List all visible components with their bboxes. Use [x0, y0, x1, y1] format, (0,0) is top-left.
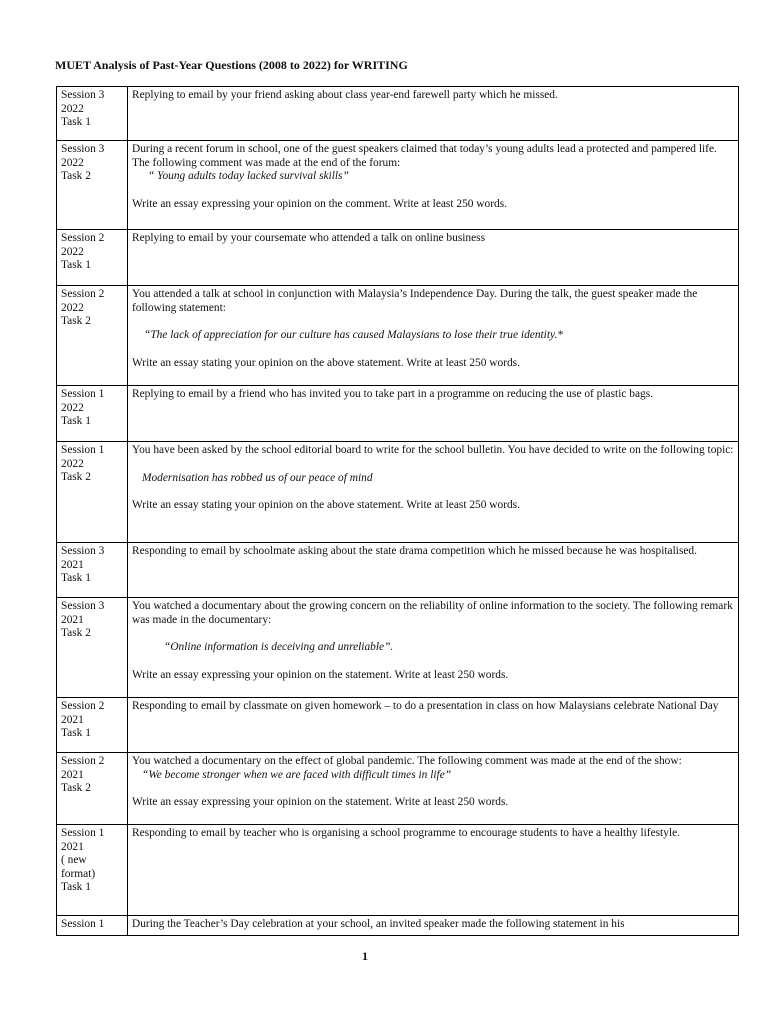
- session-line: Session 1: [61, 444, 105, 456]
- page-title: MUET Analysis of Past-Year Questions (2008 to 2022) for WRITING: [55, 58, 408, 72]
- table-row: [57, 141, 739, 230]
- session-line: Session 1: [61, 388, 105, 400]
- session-line: Session 3: [61, 89, 105, 101]
- spacer: [132, 485, 734, 499]
- table-row: [57, 386, 739, 442]
- session-line: format): [61, 867, 96, 880]
- table-row: [57, 916, 739, 936]
- session-line: 2022: [61, 245, 84, 258]
- session-cell: [57, 141, 128, 230]
- question-cell: [128, 286, 739, 386]
- question-cell: [128, 753, 739, 825]
- session-line: 2021: [61, 558, 84, 571]
- session-line: 2021: [61, 768, 84, 781]
- session-line: 2021: [61, 713, 84, 726]
- session-line: Task 1: [61, 415, 91, 427]
- table-row: [57, 753, 739, 825]
- question-text: Write an essay expressing your opinion on the comment. Write at least 250 words.: [132, 197, 507, 210]
- session-line: 2022: [61, 301, 84, 314]
- session-cell: [57, 916, 128, 936]
- session-line: 2022: [61, 102, 84, 115]
- table-row: [57, 230, 739, 286]
- spacer: [132, 655, 734, 669]
- question-text: During a recent forum in school, one of the guest speakers claimed that today’s young adults lead a protected and pampered life. The following comment was made at the end of the forum:: [132, 143, 717, 169]
- session-line: Session 2: [61, 232, 105, 244]
- session-cell: [57, 753, 128, 825]
- questions-table: [56, 86, 739, 936]
- question-cell: [128, 543, 739, 598]
- session-cell: [57, 598, 128, 698]
- quoted-statement: “ Young adults today lacked survival skills”: [148, 170, 349, 182]
- session-line: Session 3: [61, 143, 105, 155]
- question-cell: [128, 386, 739, 442]
- table-row: [57, 87, 739, 141]
- spacer: [132, 458, 734, 472]
- question-cell: [128, 230, 739, 286]
- session-line: Session 1: [61, 918, 105, 930]
- question-cell: [128, 698, 739, 753]
- spacer: [132, 184, 734, 198]
- table-row: [57, 598, 739, 698]
- question-text: During the Teacher’s Day celebration at your school, an invited speaker made the following statement in his: [132, 918, 625, 930]
- question-text: You watched a documentary about the growing concern on the reliability of online information to the society. The following remark was made in the documentary:: [132, 600, 733, 626]
- question-text: Write an essay expressing your opinion on the statement. Write at least 250 words.: [132, 668, 509, 681]
- session-cell: [57, 698, 128, 753]
- session-line: 2021: [61, 840, 84, 853]
- table-row: [57, 825, 739, 916]
- session-line: 2022: [61, 156, 84, 169]
- question-text: Responding to email by schoolmate asking about the state drama competition which he missed because he was hospitalised.: [132, 545, 697, 557]
- session-line: 2022: [61, 401, 84, 414]
- session-cell: [57, 442, 128, 543]
- page-number: 1: [362, 949, 368, 963]
- table-row: [57, 442, 739, 543]
- session-line: Session 3: [61, 545, 105, 557]
- session-line: 2022: [61, 457, 84, 470]
- question-text: You have been asked by the school editorial board to write for the school bulletin. You have decided to write on the following topic:: [132, 444, 734, 456]
- table-row: [57, 543, 739, 598]
- quoted-statement: “Online information is deceiving and unreliable”.: [164, 641, 394, 653]
- spacer: [132, 315, 734, 329]
- question-text: Replying to email by a friend who has invited you to take part in a programme on reducing the use of plastic bags.: [132, 388, 653, 400]
- session-cell: [57, 230, 128, 286]
- session-cell: [57, 286, 128, 386]
- session-cell: [57, 87, 128, 141]
- question-cell: [128, 87, 739, 141]
- question-text: Write an essay stating your opinion on the above statement. Write at least 250 words.: [132, 356, 520, 369]
- session-line: 2021: [61, 613, 84, 626]
- question-text: Responding to email by teacher who is organising a school programme to encourage students to have a healthy lifestyle.: [132, 827, 680, 839]
- session-line: Task 1: [61, 572, 91, 584]
- session-line: Task 2: [61, 170, 91, 182]
- question-text: Responding to email by classmate on given homework – to do a presentation in class on how Malaysians celebrate National Day: [132, 700, 719, 712]
- question-cell: [128, 598, 739, 698]
- session-line: Task 2: [61, 782, 91, 794]
- session-line: Session 2: [61, 288, 105, 300]
- session-line: Session 3: [61, 600, 105, 612]
- quoted-statement: “We become stronger when we are faced with difficult times in life”: [142, 768, 452, 781]
- question-text: Write an essay stating your opinion on the above statement. Write at least 250 words.: [132, 499, 520, 511]
- session-cell: [57, 825, 128, 916]
- session-cell: [57, 386, 128, 442]
- session-line: Session 1: [61, 827, 105, 839]
- question-cell: [128, 442, 739, 543]
- question-text: You watched a documentary on the effect of global pandemic. The following comment was made at the end of the show:: [132, 755, 682, 767]
- question-cell: [128, 916, 739, 936]
- spacer: [132, 627, 734, 641]
- session-line: Task 2: [61, 315, 91, 327]
- session-line: Session 2: [61, 755, 105, 767]
- question-text: Replying to email by your coursemate who attended a talk on online business: [132, 232, 486, 244]
- session-line: ( new: [61, 854, 87, 866]
- session-line: Task 2: [61, 471, 91, 483]
- question-cell: [128, 141, 739, 230]
- question-text: You attended a talk at school in conjunction with Malaysia’s Independence Day. During the talk, the guest speaker made the following statement:: [132, 288, 698, 314]
- session-line: Task 1: [61, 259, 91, 271]
- table-row: [57, 286, 739, 386]
- quoted-statement: Modernisation has robbed us of our peace of mind: [142, 471, 373, 484]
- session-line: Session 2: [61, 700, 105, 712]
- session-line: Task 1: [61, 881, 91, 893]
- session-line: Task 1: [61, 116, 91, 128]
- table-row: [57, 698, 739, 753]
- session-line: Task 2: [61, 627, 91, 639]
- session-cell: [57, 543, 128, 598]
- spacer: [132, 343, 734, 357]
- session-line: Task 1: [61, 727, 91, 739]
- question-text: Write an essay expressing your opinion on the statement. Write at least 250 words.: [132, 796, 509, 808]
- question-text: Replying to email by your friend asking about class year-end farewell party which he missed.: [132, 89, 558, 101]
- quoted-statement: “The lack of appreciation for our culture has caused Malaysians to lose their true identity.*: [144, 329, 563, 341]
- question-cell: [128, 825, 739, 916]
- spacer: [132, 782, 734, 796]
